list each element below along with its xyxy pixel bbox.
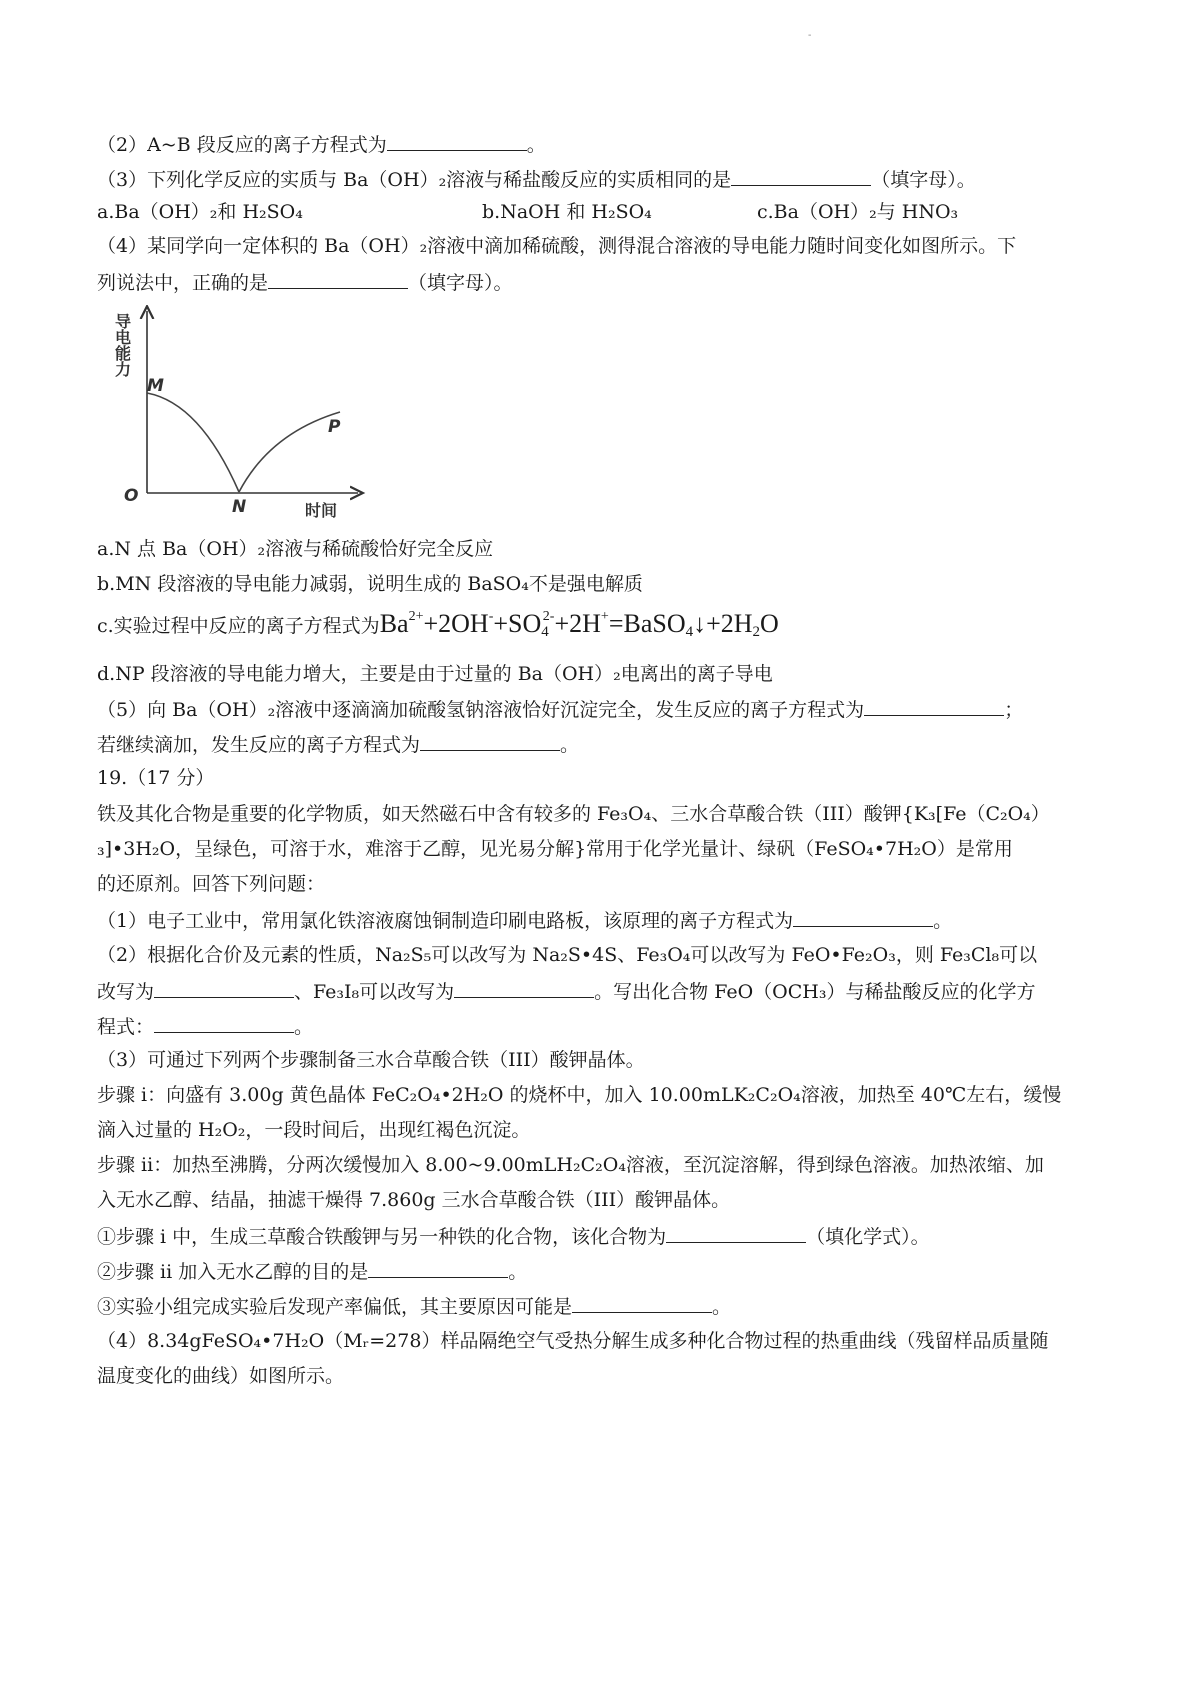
option-b: b.NaOH 和 H₂SO₄ bbox=[482, 201, 652, 223]
part-2-end: 。 bbox=[294, 1016, 314, 1038]
question-4-option-b: b.MN 段溶液的导电能力减弱，说明生成的 BaSO₄不是强电解质 bbox=[97, 573, 643, 595]
part-2-text-d: 程式： bbox=[97, 1016, 155, 1038]
question-3 bbox=[97, 165, 1117, 193]
question-19-part-2-line-2 bbox=[97, 977, 1117, 1005]
question-5-line-1 bbox=[97, 695, 1117, 723]
answer-blank-sub-1[interactable] bbox=[666, 1222, 806, 1243]
sub-2-text: ②步骤 ii 加入无水乙醇的目的是 bbox=[97, 1261, 369, 1283]
answer-blank-q3[interactable] bbox=[731, 165, 871, 186]
answer-blank-19-2c[interactable] bbox=[154, 1012, 294, 1033]
point-m-label: M bbox=[147, 376, 164, 396]
sub-3-text: ③实验小组完成实验后发现产率偏低，其主要原因可能是 bbox=[97, 1296, 573, 1318]
question-4-text: 列说法中，正确的是 bbox=[97, 272, 269, 294]
step-1-line-1: 步骤 i：向盛有 3.00g 黄色晶体 FeC₂O₄•2H₂O 的烧杯中，加入 10.00mLK₂C₂O₄溶液，加热至 40℃左右，缓慢 bbox=[97, 1084, 1062, 1106]
question-4-line-2 bbox=[97, 268, 1117, 296]
option-c-text: c.实验过程中反应的离子方程式为 bbox=[97, 615, 380, 637]
sub-question-2 bbox=[97, 1257, 1117, 1285]
answer-blank-q4[interactable] bbox=[268, 268, 408, 289]
question-19-intro-2: ₃]•3H₂O，呈绿色，可溶于水，难溶于乙醇，见光易分解}常用于化学光量计、绿矾（FeSO₄•7H₂O）是常用 bbox=[97, 838, 1013, 860]
question-4-line-1: （4）某同学向一定体积的 Ba（OH）₂溶液中滴加稀硫酸，测得混合溶液的导电能力随时间变化如图所示。下 bbox=[97, 235, 1017, 257]
question-19-intro-3: 的还原剂。回答下列问题： bbox=[97, 873, 326, 895]
sub-3-end: 。 bbox=[712, 1296, 732, 1318]
point-p-label: P bbox=[328, 417, 341, 437]
curve-np bbox=[239, 412, 340, 492]
answer-blank-19-1[interactable] bbox=[793, 906, 933, 927]
question-3-text: （3）下列化学反应的实质与 Ba（OH）₂溶液与稀盐酸反应的实质相同的是 bbox=[97, 169, 732, 191]
sub-question-1 bbox=[97, 1222, 1117, 1250]
sub-question-3 bbox=[97, 1292, 1117, 1320]
question-19-part-2-line-1: （2）根据化合价及元素的性质，Na₂S₅可以改写为 Na₂S•4S、Fe₃O₄可以改写为 FeO•Fe₂O₃，则 Fe₃Cl₈可以 bbox=[97, 944, 1038, 966]
option-c: c.Ba（OH）₂与 HNO₃ bbox=[757, 201, 959, 223]
conductivity-graph bbox=[110, 305, 370, 525]
question-19-part-4-line-2: 温度变化的曲线）如图所示。 bbox=[97, 1365, 345, 1387]
question-2 bbox=[97, 130, 1117, 158]
sub-1-text: ①步骤 i 中，生成三草酸合铁酸钾与另一种铁的化合物，该化合物为 bbox=[97, 1226, 667, 1248]
step-1-line-2: 滴入过量的 H₂O₂，一段时间后，出现红褐色沉淀。 bbox=[97, 1119, 531, 1141]
answer-blank-sub-2[interactable] bbox=[368, 1257, 508, 1278]
question-2-text: （2）A~B 段反应的离子方程式为 bbox=[97, 134, 387, 156]
question-4-option-d: d.NP 段溶液的导电能力增大，主要是由于过量的 Ba（OH）₂电离出的离子导电 bbox=[97, 663, 773, 685]
answer-blank-sub-3[interactable] bbox=[572, 1292, 712, 1313]
answer-blank-q5b[interactable] bbox=[420, 730, 560, 751]
question-4-end: （填字母）。 bbox=[408, 272, 513, 294]
part-2-text-b: 、Fe₃I₈可以改写为 bbox=[294, 981, 455, 1003]
x-axis-label: 时间 bbox=[305, 501, 338, 520]
origin-label: O bbox=[124, 486, 139, 506]
corner-mark: - bbox=[808, 30, 812, 41]
question-19-part-3: （3）可通过下列两个步骤制备三水合草酸合铁（III）酸钾晶体。 bbox=[97, 1049, 645, 1071]
step-2-line-2: 入无水乙醇、结晶，抽滤干燥得 7.860g 三水合草酸合铁（III）酸钾晶体。 bbox=[97, 1189, 731, 1211]
curve-mn bbox=[147, 393, 239, 492]
question-5-text: （5）向 Ba（OH）₂溶液中逐滴滴加硫酸氢钠溶液恰好沉淀完全，发生反应的离子方程式为 bbox=[97, 699, 865, 721]
question-4-option-a: a.N 点 Ba（OH）₂溶液与稀硫酸恰好完全反应 bbox=[97, 538, 494, 560]
question-5-line-2 bbox=[97, 730, 1117, 758]
question-5-text-2: 若继续滴加，发生反应的离子方程式为 bbox=[97, 734, 421, 756]
part-2-text-c: 。写出化合物 FeO（OCH₃）与稀盐酸反应的化学方 bbox=[594, 981, 1036, 1003]
part-1-end: 。 bbox=[933, 910, 953, 932]
part-1-text: （1）电子工业中，常用氯化铁溶液腐蚀铜制造印刷电路板，该原理的离子方程式为 bbox=[97, 910, 794, 932]
question-2-end: 。 bbox=[526, 134, 546, 156]
question-19-intro-1: 铁及其化合物是重要的化学物质，如天然磁石中含有较多的 Fe₃O₄、三水合草酸合铁（III）酸钾{K₃[Fe（C₂O₄） bbox=[97, 803, 1050, 825]
ionic-equation: $Ba^{2+}+2OH^-+SO_4^{2-}+2H^+=BaSO_4↓+2H_2O$ bbox=[379, 609, 779, 640]
answer-blank-q5a[interactable] bbox=[864, 695, 1004, 716]
question-19-part-4-line-1: （4）8.34gFeSO₄•7H₂O（Mᵣ=278）样品隔绝空气受热分解生成多种化合物过程的热重曲线（残留样品质量随 bbox=[97, 1330, 1049, 1352]
question-19-part-2-line-3 bbox=[97, 1012, 1117, 1040]
question-19-header: 19.（17 分） bbox=[97, 767, 215, 789]
point-n-label: N bbox=[232, 497, 247, 517]
question-3-end: （填字母）。 bbox=[871, 169, 976, 191]
sub-2-end: 。 bbox=[508, 1261, 528, 1283]
question-4-option-c bbox=[97, 611, 1117, 639]
question-5-end-1: ； bbox=[1004, 699, 1024, 721]
step-2-line-1: 步骤 ii：加热至沸腾，分两次缓慢加入 8.00~9.00mLH₂C₂O₄溶液，至沉淀溶解，得到绿色溶液。加热浓缩、加 bbox=[97, 1154, 1044, 1176]
question-19-part-1 bbox=[97, 906, 1117, 934]
answer-blank-19-2b[interactable] bbox=[454, 977, 594, 998]
option-a: a.Ba（OH）₂和 H₂SO₄ bbox=[97, 201, 303, 223]
answer-blank-19-2a[interactable] bbox=[154, 977, 294, 998]
question-5-end-2: 。 bbox=[560, 734, 580, 756]
answer-blank-q2[interactable] bbox=[387, 130, 527, 151]
part-2-text-a: 改写为 bbox=[97, 981, 155, 1003]
y-axis-label: 导电能力 bbox=[112, 313, 132, 377]
sub-1-end: （填化学式）。 bbox=[806, 1226, 930, 1248]
